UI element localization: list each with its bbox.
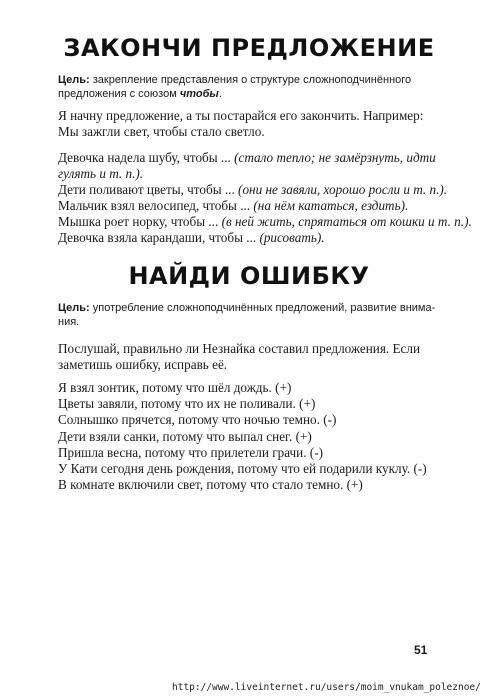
example-line — [58, 150, 442, 166]
sentences-list — [58, 380, 442, 493]
example-answer: (в ней жить, спрятаться от кошки и т. п.). — [221, 214, 472, 229]
example-line — [58, 230, 442, 246]
example-text: Мышка роет норку, чтобы ... — [58, 214, 222, 229]
goal-text-cont: предложения с союзом — [58, 88, 180, 100]
sentence-line: В комнате включили свет, потому что стало темно. (+) — [58, 477, 363, 493]
section-title-finish-sentence: ЗАКОНЧИ ПРЕДЛОЖЕНИЕ — [63, 34, 435, 62]
intro-line: заметишь ошибку, исправь её. — [58, 357, 228, 372]
example-line — [58, 166, 442, 182]
goal-paragraph-2 — [58, 301, 438, 329]
page-number: 51 — [414, 643, 428, 657]
sentence-line: Я взял зонтик, потому что шёл дождь. (+) — [58, 380, 292, 395]
example-line — [58, 182, 448, 198]
example-line — [58, 214, 472, 230]
intro-paragraph-2 — [58, 341, 442, 373]
source-url-watermark: http://www.liveinternet.ru/users/moim_vnukam_poleznoe/ — [172, 682, 481, 693]
example-answer: (рисовать). — [259, 230, 325, 245]
example-answer: (они не завяли, хорошо росли и т. п.). — [238, 182, 448, 197]
sentence-line: Дети взяли санки, потому что выпал снег. (+) — [58, 428, 312, 444]
goal-end: . — [218, 88, 222, 100]
sentence-line: Пришла весна, потому что прилетели грачи. (-) — [58, 444, 323, 460]
goal-line-1 — [58, 73, 438, 87]
goal-label: Цель: — [58, 74, 90, 86]
goal-text: закрепление представления о структуре сложноподчинённого — [89, 74, 412, 86]
example-text: Девочка надела шубу, чтобы ... — [58, 150, 235, 165]
goal-line-2 — [58, 87, 438, 101]
intro-line: Мы зажгли свет, чтобы стало светло. — [58, 124, 265, 139]
intro-paragraph-1 — [58, 108, 442, 140]
example-answer: гулять и т. п.). — [58, 166, 144, 181]
example-answer: (стало тепло; не замёрзнуть, идти — [234, 150, 436, 165]
example-text: Мальчик взял велосипед, чтобы ... — [58, 198, 254, 213]
sentence-line: Солнышко прячется, потому что ночью темно. (-) — [58, 412, 337, 428]
example-answer: (на нём кататься, ездить). — [253, 198, 409, 213]
goal-text: употребление сложноподчинённых предложений, развитие внима- — [89, 302, 436, 314]
sentence-line: У Кати сегодня день рождения, потому что ей подарили куклу. (-) — [58, 461, 427, 477]
goal-line-2: ния. — [58, 316, 80, 328]
example-text: Девочка взяла карандаши, чтобы ... — [58, 230, 260, 245]
goal-label: Цель: — [58, 302, 90, 314]
examples-list — [58, 150, 472, 246]
intro-line: Я начну предложение, а ты постарайся его закончить. Например: — [58, 108, 424, 123]
goal-keyword: чтобы — [179, 88, 219, 100]
goal-paragraph-1 — [58, 73, 438, 101]
sentence-line: Цветы завяли, потому что их не поливали. (+) — [58, 396, 316, 412]
goal-line-1 — [58, 301, 438, 315]
example-line — [58, 198, 442, 214]
example-text: Дети поливают цветы, чтобы ... — [58, 182, 239, 197]
section-title-find-mistake: НАЙДИ ОШИБКУ — [128, 262, 370, 290]
intro-line: Послушай, правильно ли Незнайка составил предложения. Если — [58, 341, 421, 356]
